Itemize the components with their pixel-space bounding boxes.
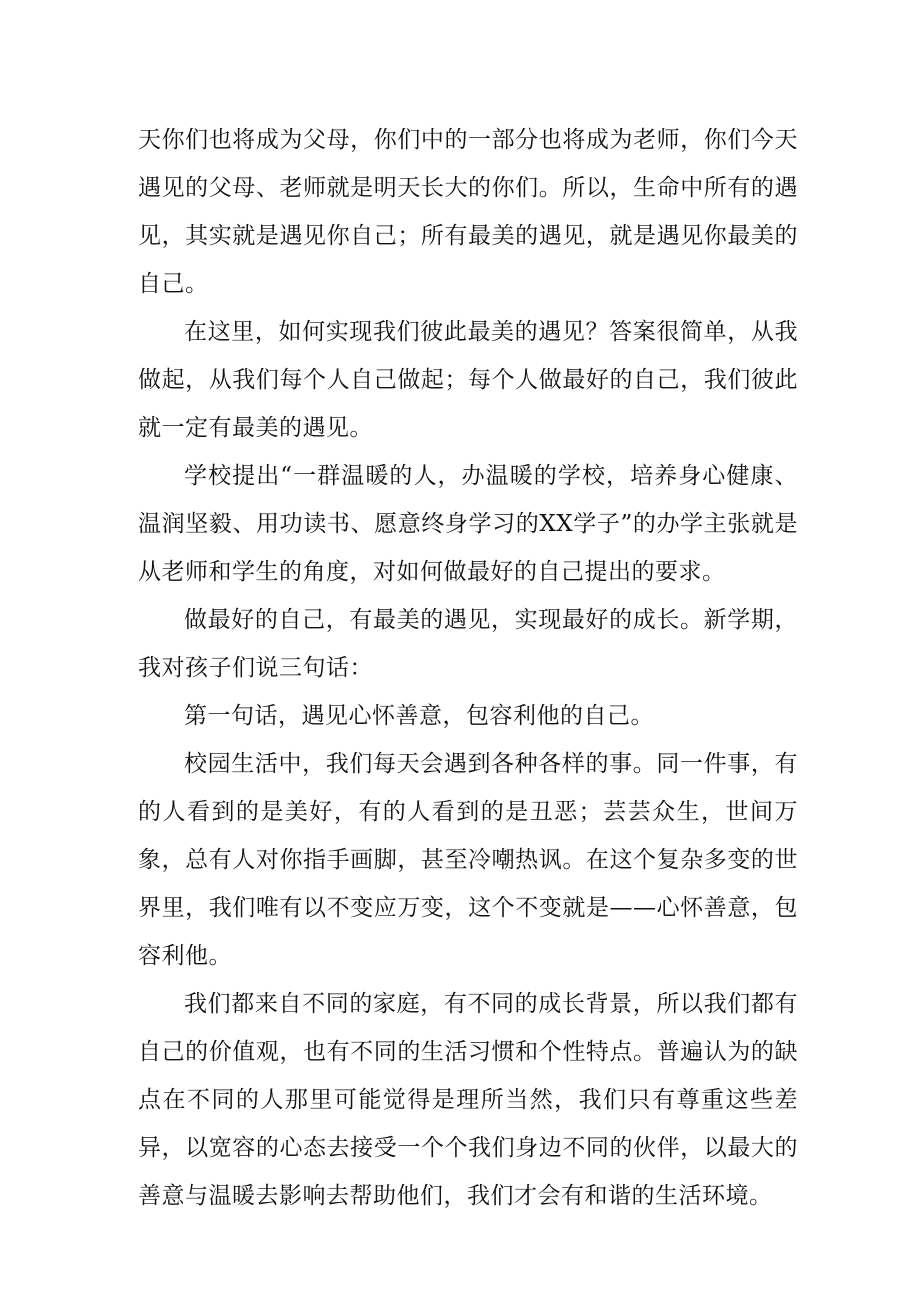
paragraph-heading: 第一句话，遇见心怀善意，包容利他的自己。	[184, 703, 654, 729]
paragraph-continuation: 天你们也将成为父母，你们中的一部分也将成为老师，你们今天遇见的父母、老师就是明天长大的你们。所以，生命中所有的遇见，其实就是遇见你自己；所有最美的遇见，就是遇见你最美的自己。	[138, 127, 798, 297]
document-body	[138, 116, 798, 1220]
paragraph: 做最好的自己，有最美的遇见，实现最好的成长。新学期，我对孩子们说三句话：	[138, 607, 798, 681]
paragraph: 校园生活中，我们每天会遇到各种各样的事。同一件事，有的人看到的是美好，有的人看到的是丑恶；芸芸众生，世间万象，总有人对你指手画脚，甚至冷嘲热讽。在这个复杂多变的世界里，我们唯有以不变应万变，这个不变就是——心怀善意，包容利他。	[138, 751, 798, 969]
paragraph: 我们都来自不同的家庭，有不同的成长背景，所以我们都有自己的价值观，也有不同的生活习惯和个性特点。普遍认为的缺点在不同的人那里可能觉得是理所当然，我们只有尊重这些差异，以宽容的心态去接受一个个我们身边不同的伙伴，以最大的善意与温暖去影响去帮助他们，我们才会有和谐的生活环境。	[138, 991, 798, 1209]
paragraph: 在这里，如何实现我们彼此最美的遇见？答案很简单，从我做起，从我们每个人自己做起；每个人做最好的自己，我们彼此就一定有最美的遇见。	[138, 319, 798, 441]
paragraph: 学校提出“一群温暖的人，办温暖的学校，培养身心健康、温润坚毅、用功读书、愿意终身学习的XX学子”的办学主张就是从老师和学生的角度，对如何做最好的自己提出的要求。	[138, 463, 798, 585]
